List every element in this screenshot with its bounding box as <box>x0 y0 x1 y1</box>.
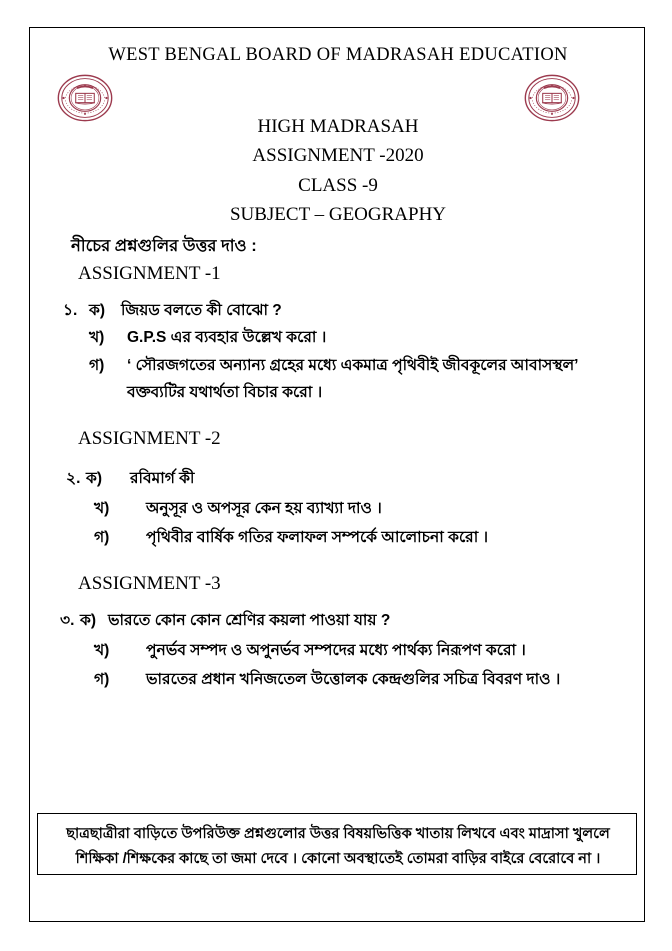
question-3-a <box>60 608 390 634</box>
heading-assignment-year: ASSIGNMENT -2020 <box>252 145 424 166</box>
page-border <box>29 27 645 922</box>
assignment-2-title: ASSIGNMENT -2 <box>78 428 221 449</box>
question-label: ক) <box>86 470 103 487</box>
question-2-b <box>94 496 382 522</box>
assignment-3-title: ASSIGNMENT -3 <box>78 573 221 594</box>
question-text: G.P.S এর ব্যবহার উল্লেখ করো । <box>127 329 327 346</box>
question-text: ‘ সৌরজগতের অন্যান্য গ্রহের মধ্যে একমাত্র পৃথিবীই জীবকূলের আবাসস্থল’ <box>127 357 579 374</box>
question-text: পুনর্ভব সম্পদ ও অপুনর্ভব সম্পদের মধ্যে পার্থক্য নিরূপণ করো । <box>146 642 526 659</box>
assignment-1-title: ASSIGNMENT -1 <box>78 263 221 284</box>
question-label: ক) <box>80 612 97 629</box>
question-text: ভারতে কোন কোন শ্রেণির কয়লা পাওয়া যায় ? <box>108 612 391 629</box>
question-number-3: ৩. <box>60 612 75 629</box>
question-label: গ) <box>94 671 110 688</box>
notice-line-2: শিক্ষিকা /শিক্ষকের কাছে তা জমা দেবে । কোনো অবস্থাতেই তোমরা বাড়ির বাইরে বেরোবে না । <box>75 851 601 867</box>
heading-subject: SUBJECT – GEOGRAPHY <box>229 204 447 225</box>
page-content <box>30 28 646 923</box>
question-1-c <box>89 353 578 379</box>
question-number-2: ২. <box>66 470 81 487</box>
question-label: খ) <box>89 329 105 346</box>
question-text: অনুসূর ও অপসূর কেন হয় ব্যাখ্যা দাও । <box>146 500 382 517</box>
question-label: খ) <box>94 642 110 659</box>
heading-class: CLASS -9 <box>298 175 378 196</box>
question-text: পৃথিবীর বার্ষিক গতির ফলাফল সম্পর্কে আলোচনা করো । <box>146 529 489 546</box>
question-1-a <box>63 298 282 324</box>
question-2-a <box>66 466 194 492</box>
question-text: রবিমার্গ কী <box>130 470 195 487</box>
question-1-b <box>89 325 326 351</box>
notice-box <box>37 813 637 875</box>
organization-title: WEST BENGAL BOARD OF MADRASAH EDUCATION <box>108 45 568 65</box>
notice-line-1: ছাত্রছাত্রীরা বাড়িতে উপরিউক্ত প্রশ্নগুলোর উত্তর বিষয়ভিত্তিক খাতায় লিখবে এবং মাদ্রাসা খুললে <box>66 826 610 842</box>
question-label: খ) <box>94 500 110 517</box>
instruction-text: নীচের প্রশ্নগুলির উত্তর দাও : <box>71 237 257 255</box>
question-2-c <box>94 525 488 551</box>
question-text: জিয়ড বলতে কী বোঝো ? <box>121 302 282 319</box>
question-3-c <box>94 667 560 693</box>
question-1-c-continuation: বক্তব্যটির যথার্থতা বিচার করো । <box>127 384 323 401</box>
heading-level: HIGH MADRASAH <box>257 116 419 137</box>
question-number-1: ১. <box>63 302 78 319</box>
question-label: গ) <box>94 529 110 546</box>
question-text: ভারতের প্রধান খনিজতেল উত্তোলক কেন্দ্রগুলির সচিত্র বিবরণ দাও । <box>146 671 561 688</box>
question-label: ক) <box>89 302 106 319</box>
question-label: গ) <box>89 357 105 374</box>
question-3-b <box>94 638 526 664</box>
